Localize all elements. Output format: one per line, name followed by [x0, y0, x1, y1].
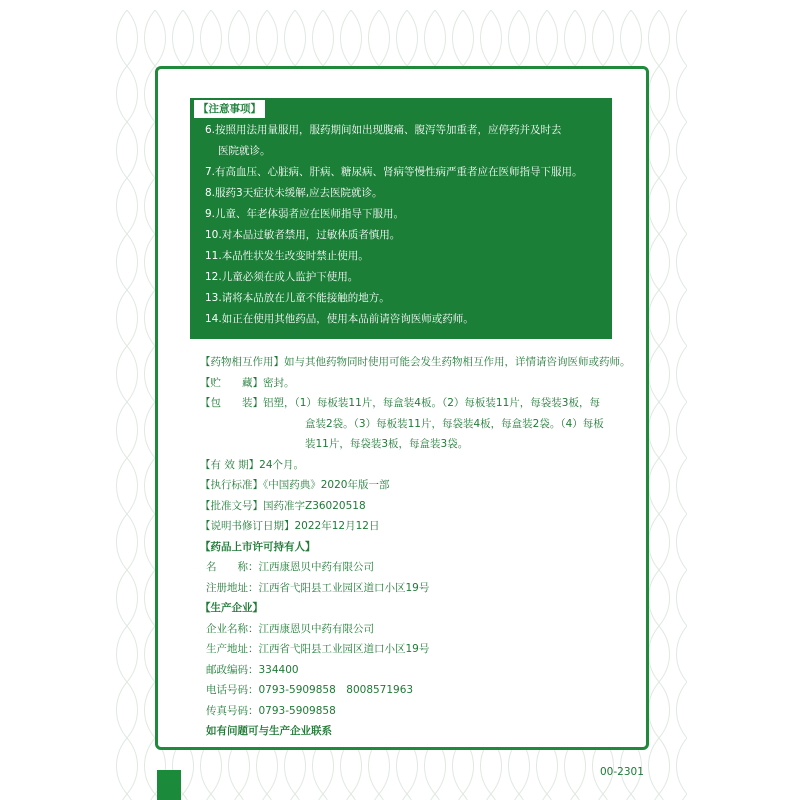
fax: 传真号码：0793-5909858: [206, 704, 336, 717]
corner-tab: [157, 770, 181, 800]
storage-line: 【贮 藏】密封。: [200, 376, 295, 389]
approval-line: 【批准文号】国药准字Z36020518: [200, 499, 366, 512]
warning-item: 14.如正在使用其他药品，使用本品前请咨询医师或药师。: [205, 313, 474, 325]
drug-info: [200, 352, 640, 742]
validity-line: 【有 效 期】24个月。: [200, 458, 305, 471]
maker-name: 企业名称：江西康恩贝中药有限公司: [206, 622, 374, 635]
warnings-list: [205, 120, 604, 330]
holder-name: 名 称：江西康恩贝中药有限公司: [206, 561, 374, 573]
maker-title: 【生产企业】: [200, 602, 263, 614]
warning-item: 7.有高血压、心脏病、肝病、糖尿病、肾病等慢性病严重者应在医师指导下服用。: [205, 166, 583, 178]
interaction-line: 【药物相互作用】如与其他药物同时使用可能会发生药物相互作用，详情请咨询医师或药师。: [200, 356, 631, 368]
warning-item: 10.对本品过敏者禁用，过敏体质者慎用。: [205, 229, 401, 241]
postcode: 邮政编码：334400: [206, 663, 299, 676]
warning-item: 9.儿童、年老体弱者应在医师指导下服用。: [205, 208, 405, 220]
warning-item: 8.服药3天症状未缓解,应去医院就诊。: [205, 187, 383, 199]
holder-address: 注册地址：江西省弋阳县工业园区道口小区19号: [206, 581, 430, 594]
warning-item: 12.儿童必须在成人监护下使用。: [205, 271, 359, 283]
holder-title: 【药品上市许可持有人】: [200, 540, 316, 553]
maker-address: 生产地址：江西省弋阳县工业园区道口小区19号: [206, 643, 430, 655]
phone: 电话号码：0793-5909858 8008571963: [206, 684, 414, 696]
standard-line: 【执行标准】《中国药典》2020年版一部: [200, 479, 390, 491]
packaging-line: 装11片，每袋装3板，每盒装3袋。: [305, 438, 469, 450]
revision-line: 【说明书修订日期】2022年12月12日: [200, 520, 380, 532]
contact-note: 如有问题可与生产企业联系: [206, 725, 332, 737]
warning-item: 11.本品性状发生改变时禁止使用。: [205, 250, 369, 262]
warning-item: 医院就诊。: [218, 145, 271, 157]
packaging-line: 盒装2袋。（3）每板装11片，每袋装4板，每盒装2袋。（4）每板: [305, 417, 604, 430]
warnings-title: 【注意事项】: [194, 100, 265, 118]
warning-item: 13.请将本品放在儿童不能接触的地方。: [205, 292, 390, 304]
warning-item: 6.按照用法用量服用，服药期间如出现腹痛、腹泻等加重者，应停药并及时去: [205, 124, 562, 136]
packaging-line: 【包 装】铝塑，（1）每板装11片，每盒装4板。（2）每板装11片，每袋装3板，每: [200, 397, 600, 409]
document-code: 00-2301: [600, 766, 644, 778]
warnings-box: [190, 98, 612, 339]
